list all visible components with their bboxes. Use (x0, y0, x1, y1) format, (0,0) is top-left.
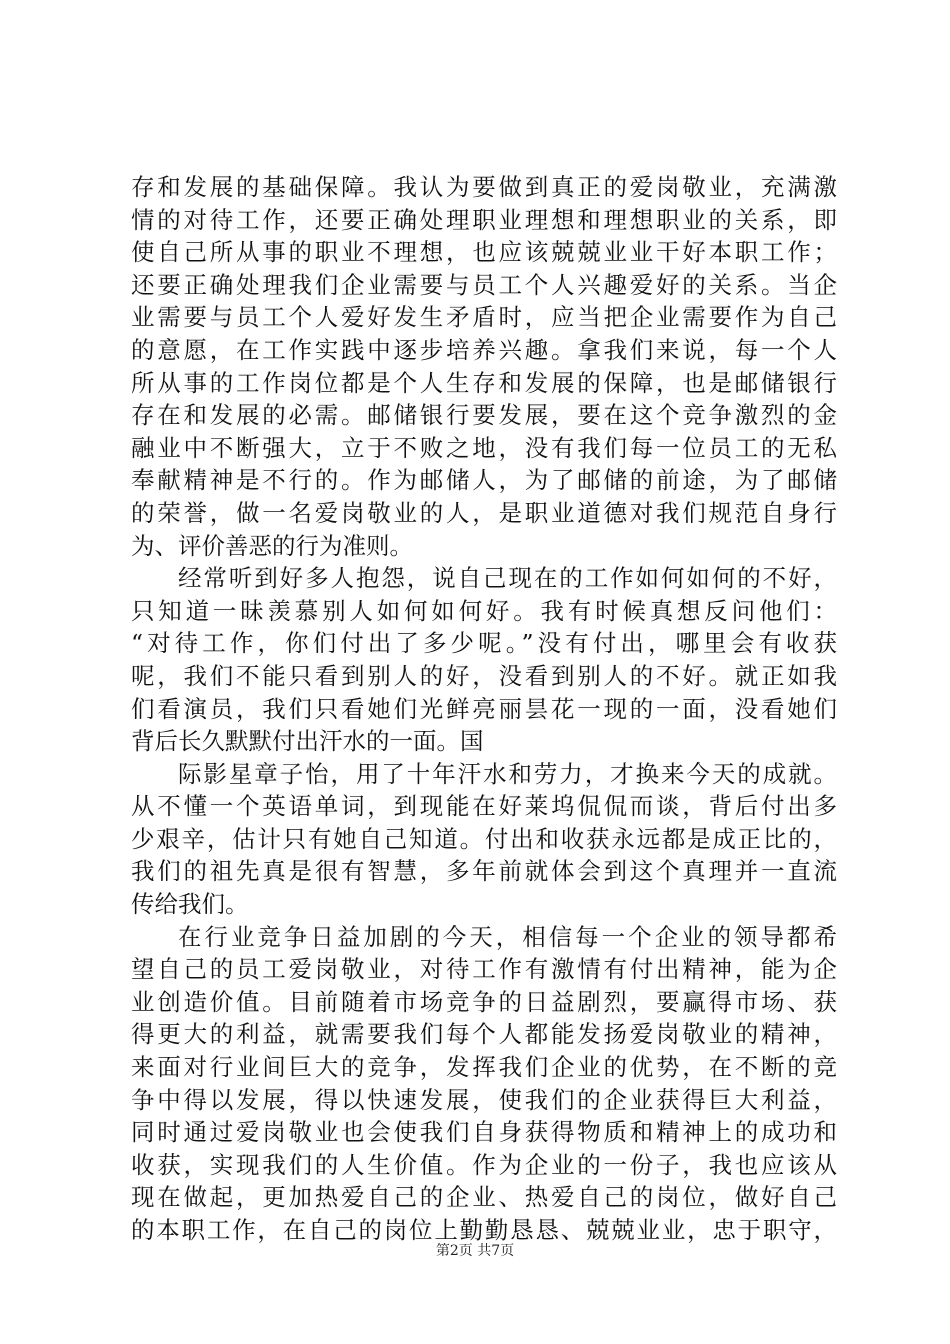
text-line: 奉献精神是不行的。作为邮储人，为了邮储的前途，为了邮储 (131, 466, 837, 495)
text-line: 少艰辛，估计只有她自己知道。付出和收获永远都是成正比的， (131, 824, 837, 853)
text-line: 业创造价值。目前随着市场竞争的日益剧烈，要赢得市场、获 (131, 987, 837, 1016)
text-line: “对待工作，你们付出了多少呢。”没有付出，哪里会有收获 (131, 629, 837, 658)
text-line: 只知道一昧羡慕别人如何如何好。我有时候真想反问他们： (131, 596, 837, 625)
text-line: 从不懂一个英语单词，到现能在好莱坞侃侃而谈，背后付出多 (131, 792, 837, 821)
text-line: 背后长久默默付出汗水的一面。国 (131, 727, 484, 756)
text-line: 传给我们。 (131, 890, 249, 919)
text-line: 收获，实现我们的人生价值。作为企业的一份子，我也应该从 (131, 1150, 837, 1179)
text-line: 存在和发展的必需。邮储银行要发展，要在这个竞争激烈的金 (131, 401, 837, 430)
text-line: 的本职工作，在自己的岗位上勤勤恳恳、兢兢业业，忠于职守， (131, 1216, 837, 1244)
text-line: 同时通过爱岗敬业也会使我们自身获得物质和精神上的成功和 (131, 1118, 837, 1147)
text-line: 还要正确处理我们企业需要与员工个人兴趣爱好的关系。当企 (131, 270, 837, 299)
text-line: 的荣誉，做一名爱岗敬业的人，是职业道德对我们规范自身行 (131, 498, 837, 527)
text-line: 争中得以发展，得以快速发展，使我们的企业获得巨大利益， (131, 1085, 837, 1114)
paragraph-start-line: 经常听到好多人抱怨，说自己现在的工作如何如何的不好， (178, 564, 837, 593)
text-line: 来面对行业间巨大的竞争，发挥我们企业的优势，在不断的竞 (131, 1053, 837, 1082)
text-line: 业需要与员工个人爱好发生矛盾时，应当把企业需要作为自己 (131, 303, 837, 332)
text-line: 的意愿，在工作实践中逐步培养兴趣。拿我们来说，每一个人 (131, 335, 837, 364)
text-line: 得更大的利益，就需要我们每个人都能发扬爱岗敬业的精神， (131, 1020, 837, 1049)
paragraph-start-line: 际影星章子怡，用了十年汗水和劳力，才换来今天的成就。 (178, 759, 837, 788)
text-line: 存和发展的基础保障。我认为要做到真正的爱岗敬业，充满激 (131, 173, 837, 201)
text-line: 融业中不断强大，立于不败之地，没有我们每一位员工的无私 (131, 433, 837, 462)
text-line: 我们的祖先真是很有智慧，多年前就体会到这个真理并一直流 (131, 857, 837, 886)
text-line: 呢，我们不能只看到别人的好，没看到别人的不好。就正如我 (131, 661, 837, 690)
text-line: 现在做起，更加热爱自己的企业、热爱自己的岗位，做好自己 (131, 1183, 837, 1212)
paragraph-start-line: 在行业竞争日益加剧的今天，相信每一个企业的领导都希 (178, 922, 837, 951)
document-body (131, 171, 837, 1247)
text-line: 望自己的员工爱岗敬业，对待工作有激情有付出精神，能为企 (131, 955, 837, 984)
text-line: 情的对待工作，还要正确处理职业理想和理想职业的关系，即 (131, 205, 837, 234)
text-line: 为、评价善恶的行为准则。 (131, 531, 413, 560)
text-line: 们看演员，我们只看她们光鲜亮丽昙花一现的一面，没看她们 (131, 694, 837, 723)
text-line: 所从事的工作岗位都是个人生存和发展的保障，也是邮储银行 (131, 368, 837, 397)
page-number-footer: 第2页 共7页 (435, 1243, 515, 1259)
text-line: 使自己所从事的职业不理想，也应该兢兢业业干好本职工作； (131, 238, 837, 267)
